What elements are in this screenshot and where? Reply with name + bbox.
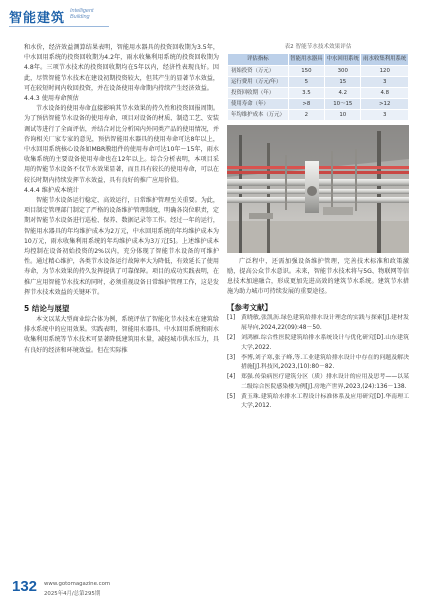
magazine-brand-sub: Intelligent Building bbox=[70, 8, 94, 20]
table-row bbox=[228, 65, 409, 76]
table-header-cell: 中水回用系统 bbox=[325, 54, 361, 66]
header-rule bbox=[9, 26, 109, 27]
table-cell: 运行费用（万元/年） bbox=[228, 76, 289, 87]
subheading-lifespan: 4.4.3 使用寿命预估 bbox=[24, 95, 79, 103]
table-header-cell: 评估指标 bbox=[228, 54, 289, 66]
table-cell: 300 bbox=[325, 65, 361, 76]
table-cell: 10～15 bbox=[325, 98, 361, 109]
reference-item bbox=[227, 354, 409, 374]
table-cell: 2 bbox=[288, 109, 324, 120]
table-cell: 使用寿命（年） bbox=[228, 98, 289, 109]
paragraph-economic: 和水价，经济效益测算结果表明，智能用水器具的投资回收期为3.5年，中水回用系统的投资回收期为4.2年，雨水收集利用系统的投资回收期为4.8年。三项节水技术的投资回收期均在5年以内，经济性表现良好。因此，尽管智能节水技术在建设初期投资较大，但其产生的显著节水效益，可在较短时间内收回投资，并在设备使用寿命期内持续产生经济效益。 bbox=[24, 44, 219, 92]
table-header-row bbox=[228, 54, 409, 66]
reference-text: 黄玉珠.建筑给水排水工程设计标准体系及应用研究[D].华南理工大学,2012. bbox=[241, 393, 409, 410]
paragraph-maintenance: 智能节水设备运行稳定、高效运行，日常维护管理至关重要。为此，项目制定管理部门制定了严格的设备维护管理制度，明确各岗位职责，定期对智能节水设备进行巡检、保养、数据记录等工作。经过一年的运行，智能用水器具的年均维护成本为2万元，中水回用系统的年均维护成本为10万元，雨水收集利用系统的年均维护成本为3万元[5]。上述维护成本均控制在设备初始投资的2%以内，充分体现了智能节水设备的可维护性。通过精心维护，各类节水设备运行故障率大为降低，有效延长了使用寿命，为节水效果的持久发挥提供了可靠保障。项目的成功实践表明，在推广应用智能节水技术的同时，必须重视设备日常维护管理工作，这是发挥节水技术效益的关键环节。 bbox=[24, 197, 219, 296]
reference-number: [2] bbox=[227, 334, 236, 341]
reference-item bbox=[227, 393, 409, 413]
table-cell: 15 bbox=[325, 76, 361, 87]
footer-url: www.gotomagazine.com bbox=[44, 581, 111, 587]
reference-item bbox=[227, 334, 409, 354]
left-column bbox=[24, 43, 219, 356]
reference-text: 郑强.传染病医疗建筑分区（质）排水设计的应用及思考——以某二级综合医院感染楼为例[J].房地产世界,2023,(24):136－138. bbox=[241, 374, 409, 390]
reference-number: [4] bbox=[227, 374, 236, 381]
reference-text: 刘鸿雁.综合性医院建筑给排水系统设计与优化研究[D].山东建筑大学,2022. bbox=[241, 334, 409, 351]
table-cell: 150 bbox=[288, 65, 324, 76]
footer-issue: 2025年4月/总第295期 bbox=[44, 591, 101, 597]
right-column bbox=[227, 43, 409, 412]
table-cell: 5 bbox=[288, 76, 324, 87]
reference-item bbox=[227, 373, 409, 393]
table-row bbox=[228, 109, 409, 120]
table-caption: 表2 智能节水技术效果评估 bbox=[284, 44, 352, 50]
table-cell: 10 bbox=[325, 109, 361, 120]
table-cell: >12 bbox=[361, 98, 409, 109]
reference-number: [5] bbox=[227, 393, 236, 400]
table-header-cell: 智能用水器具 bbox=[288, 54, 324, 66]
table-cell: 年均维护成本（万元） bbox=[228, 109, 289, 120]
paragraph-conclusion: 本文以某大型商业综合体为例，系统评估了智能化节水技术在建筑给排水系统中的应用效果。实践表明，智能用水器具、中水回用系统和雨水收集利用系统等节水技术可显著降低建筑用水量，减轻城市供水压力，具有良好的经济和环境效益。但在实际推 bbox=[24, 316, 219, 354]
paragraph-outlook: 广泛程中，还需加强设备维护管理，完善技术标准和政策激励，提高公众节水意识。未来，智能节水技术将与5G、物联网等信息技术加速融合，形成更加先进高效的建筑节水系统。建筑节水措施为助力城市可持续发展的重要途径。 bbox=[227, 257, 409, 296]
pipe-system-photo bbox=[227, 125, 409, 253]
references-heading: 【参考文献】 bbox=[227, 303, 272, 313]
paragraph-lifespan: 节水设备的使用寿命直接影响其节水效果的持久性和投资回报周期。为了预估智能节水设备的使用寿命，项目对设备的材质、制造工艺、安装调试等进行了全面评估，并结合对比分析国内外同类产品的使用情况，并咨询相关厂家专家的意见，预估智能用水器具的使用寿命可达8年以上，中水回用系统核心设备如MBR膜组件的使用寿命可达10年～15年，雨水收集系统的主要设备使用寿命也在12年以上。综合分析表明，本项目采用的智能节水设备不仅节水效果显著，而且具有较长的使用寿命，可以在较长时期内持续发挥节水效益，具有良好的推广应用价值。 bbox=[24, 105, 219, 184]
table-row bbox=[228, 76, 409, 87]
reference-number: [3] bbox=[227, 354, 236, 361]
table-cell: 3 bbox=[361, 76, 409, 87]
subheading-maintenance: 4.4.4 维护成本统计 bbox=[24, 186, 79, 194]
page-header bbox=[0, 0, 427, 40]
evaluation-table bbox=[227, 53, 409, 121]
table-cell: 投资回收期（年） bbox=[228, 87, 289, 98]
reference-text: 黄晓敏,张凯沥.绿色建筑给排水设计理念的实践与探索[J].建材发展导向,2024,22(09):48－50. bbox=[241, 315, 409, 332]
reference-item bbox=[227, 314, 409, 334]
table-cell: 初始投资（万元） bbox=[228, 65, 289, 76]
table-cell: 4.8 bbox=[361, 87, 409, 98]
table-cell: 3.5 bbox=[288, 87, 324, 98]
table-cell: 120 bbox=[361, 65, 409, 76]
table-cell: 4.2 bbox=[325, 87, 361, 98]
page-number: 132 bbox=[12, 578, 38, 595]
table-row bbox=[228, 98, 409, 109]
reference-number: [1] bbox=[227, 315, 236, 322]
section-heading-conclusion: 5 结论与展望 bbox=[24, 304, 70, 314]
table-header-cell: 雨水收集利用系统 bbox=[361, 54, 409, 66]
table-cell: 3 bbox=[361, 109, 409, 120]
pipe-photo-illustration bbox=[227, 125, 409, 253]
table-cell: >8 bbox=[288, 98, 324, 109]
reference-text: 李博,刘子寒,张子峰,等.工业建筑给排水设计中存在的问题及解决措施[J].科技风,2023,(10):80－82. bbox=[241, 354, 409, 371]
table-row bbox=[228, 87, 409, 98]
magazine-brand: 智能建筑 bbox=[9, 11, 66, 26]
reference-list bbox=[227, 314, 409, 412]
